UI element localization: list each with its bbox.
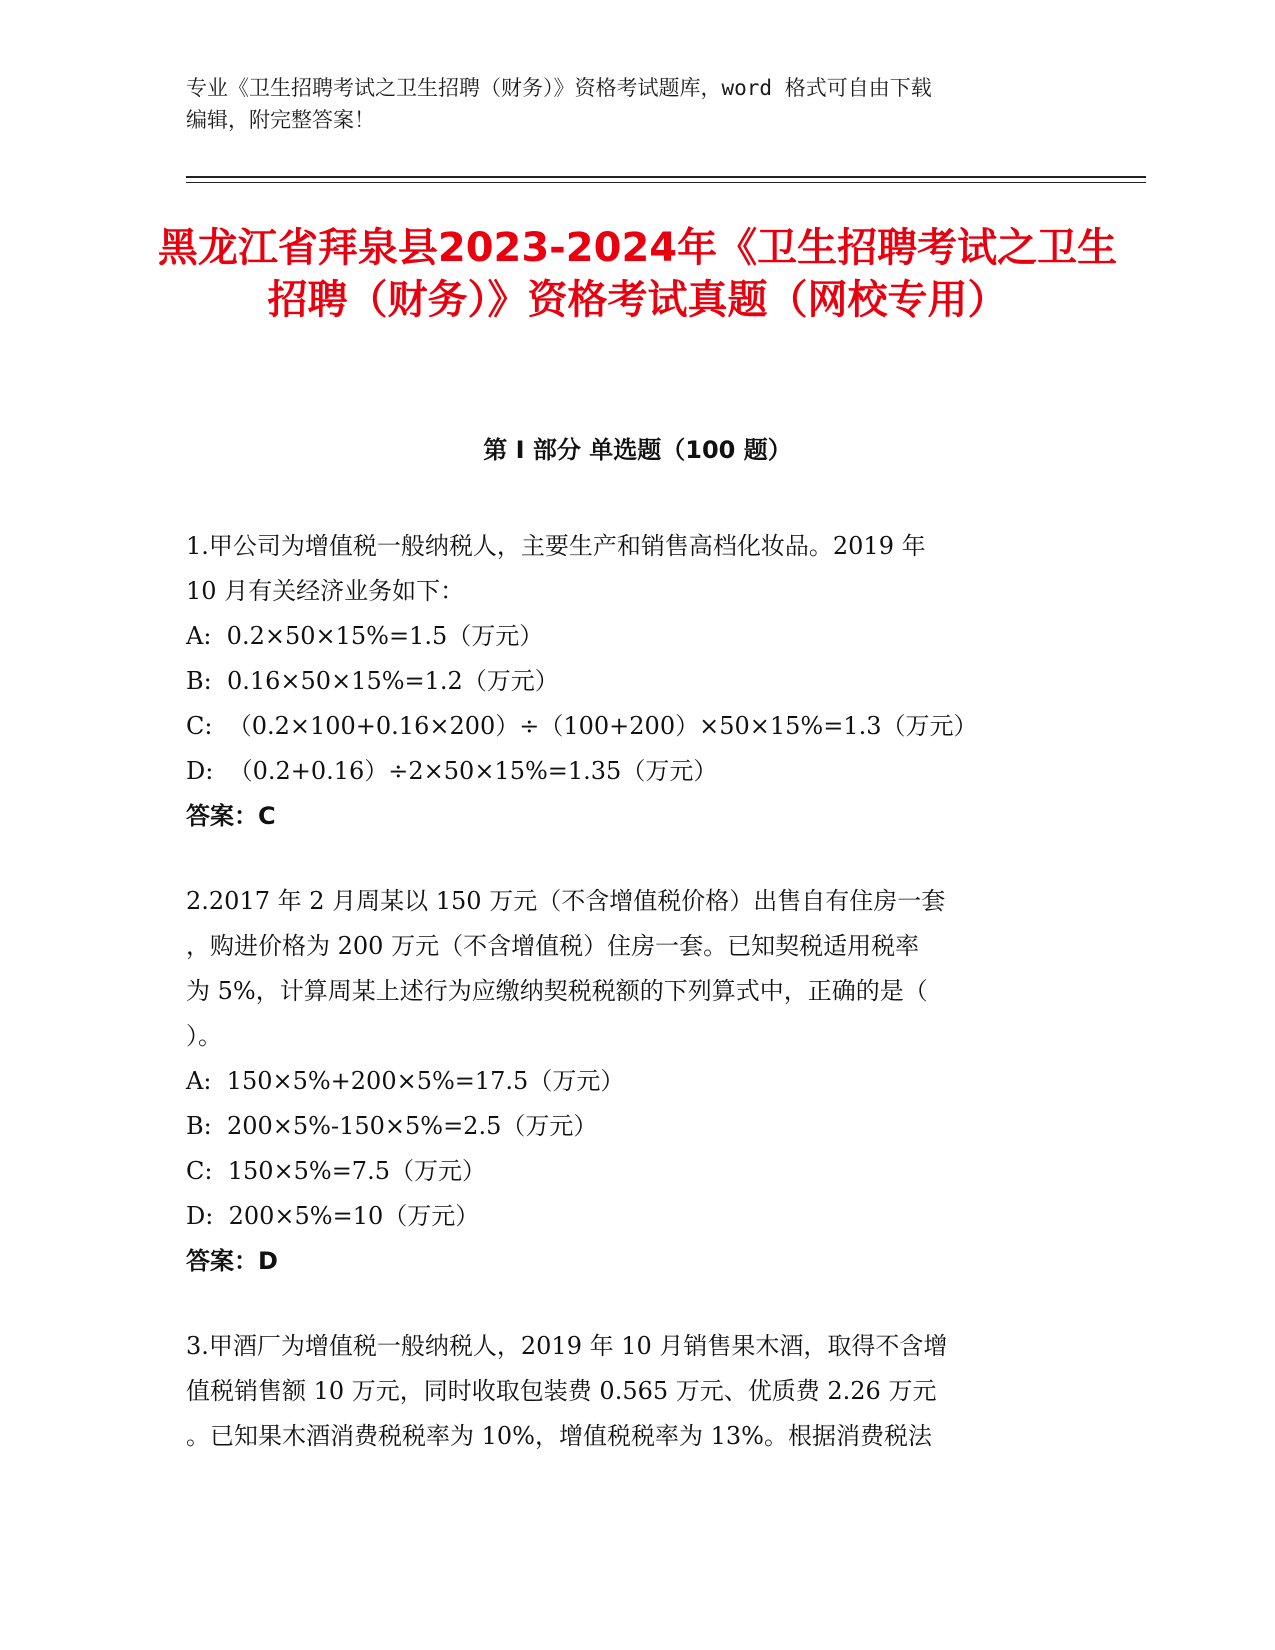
header-divider-thin — [186, 182, 1146, 183]
option-d: D: 200×5%=10（万元） — [186, 1202, 480, 1230]
option-b: B: 200×5%-150×5%=2.5（万元） — [186, 1112, 598, 1140]
question-text: 3.甲酒厂为增值税一般纳税人，2019 年 10 月销售果木酒，取得不含增 值税销售额 10 万元，同时收取包装费 0.565 万元、优质费 2.26 万元 。已知果木酒消费税税率为 10%，增值税税率为 13%。根据消费税法 — [186, 1332, 948, 1450]
option-a: A: 0.2×50×15%=1.5（万元） — [186, 622, 544, 650]
question-text: 2.2017 年 2 月周某以 150 万元（不含增值税价格）出售自有住房一套 ，购进价格为 200 万元（不含增值税）住房一套。已知契税适用税率 为 5%，计算周某上述行为应缴纳契税税额的下列算式中，正确的是（ ）。 — [186, 887, 946, 1050]
header-note: 专业《卫生招聘考试之卫生招聘（财务）》资格考试题库，word 格式可自由下载 编辑，附完整答案！ — [186, 76, 932, 132]
question-1 — [186, 524, 1086, 839]
section-title: 第 I 部分 单选题（100 题） — [483, 436, 792, 464]
question-text: 1.甲公司为增值税一般纳税人，主要生产和销售高档化妆品。2019 年 10 月有关经济业务如下： — [186, 532, 926, 605]
option-d: D: （0.2+0.16）÷2×50×15%=1.35（万元） — [186, 757, 718, 785]
question-3 — [186, 1324, 1086, 1459]
option-b: B: 0.16×50×15%=1.2（万元） — [186, 667, 559, 695]
option-a: A: 150×5%+200×5%=17.5（万元） — [186, 1067, 625, 1095]
document-title: 黑龙江省拜泉县2023-2024年《卫生招聘考试之卫生招聘（财务）》资格考试真题（网校专用） — [157, 225, 1118, 323]
question-2 — [186, 879, 1086, 1284]
option-c: C: 150×5%=7.5（万元） — [186, 1157, 486, 1185]
question-list — [186, 524, 1086, 1499]
header-divider-thick — [186, 176, 1146, 178]
answer: 答案：D — [186, 1247, 278, 1275]
option-c: C: （0.2×100+0.16×200）÷（100+200）×50×15%=1.3（万元） — [186, 712, 978, 740]
answer: 答案：C — [186, 802, 276, 830]
